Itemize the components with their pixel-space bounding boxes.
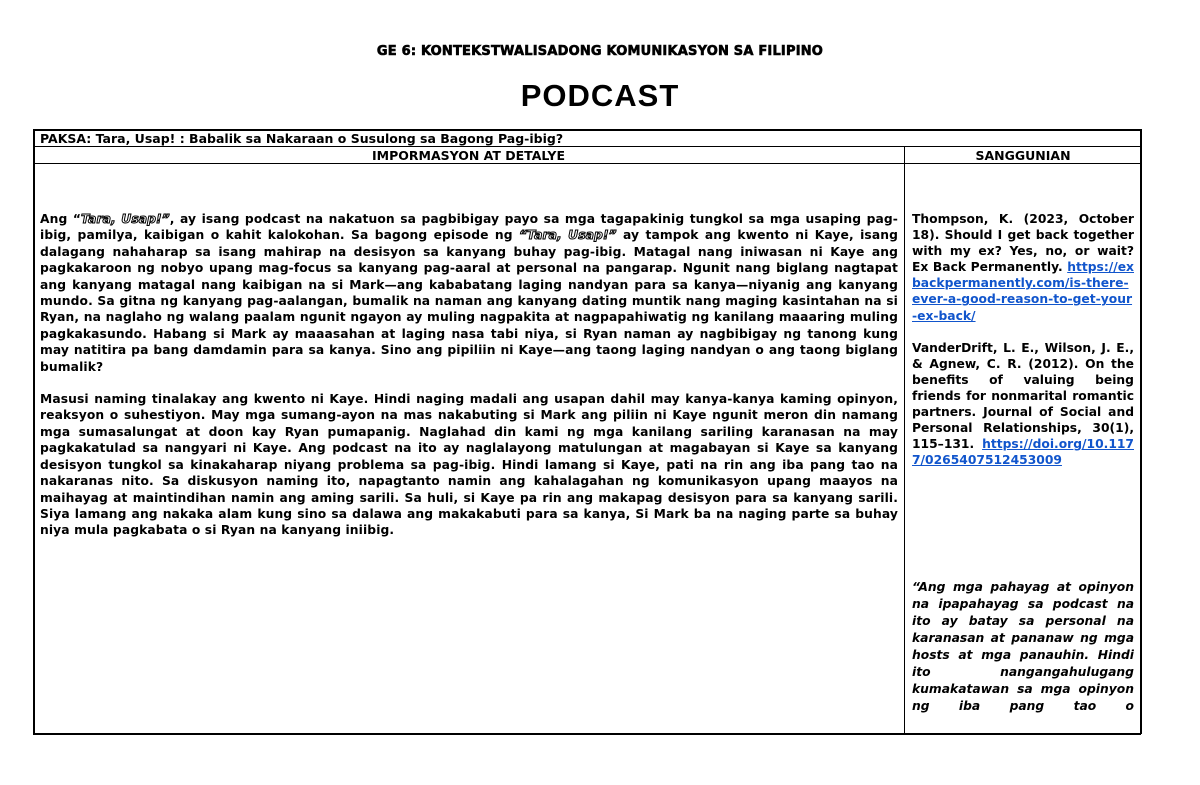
- topic-row: PAKSA: Tara, Usap! : Babalik sa Nakaraan o Susulong sa Bagong Pag-ibig?: [40, 131, 564, 146]
- show-name: “Tara, Usap!”: [519, 228, 617, 243]
- table-rule-header: [33, 163, 1141, 164]
- reference-text: VanderDrift, L. E., Wilson, J. E., & Agnew, C. R. (2012). On the benefits of valuing being friends for nonmarital romantic partners. Journal of Social and Personal Relationships, 30(1), 115–131.: [912, 340, 1134, 452]
- reference-text: Thompson, K. (2023, October 18). Should I get back together with my ex? Yes, no, or wait? Ex Back Permanently.: [912, 212, 1134, 275]
- table-column-divider: [904, 146, 905, 734]
- text-span: , ay isang podcast na nakatuon sa pagbibigay payo sa mga tagapakinig tungkol sa mga usaping pag-ibig, pamilya, kaibigan o kahit kalokohan. Sa bagong episode ng: [40, 212, 898, 243]
- course-title: GE 6: KONTEKSTWALISADONG KOMUNIKASYON SA FILIPINO: [376, 44, 824, 59]
- paragraph-1: [40, 211, 898, 375]
- references-list: [912, 211, 1134, 468]
- reference-link[interactable]: https://doi.org/10.1177/0265407512453009: [912, 437, 1134, 468]
- paragraph-2: Masusi naming tinalakay ang kwento ni Kaye. Hindi naging madali ang usapan dahil may kanya-kanya kaming opinyon, reaksyon o suhestiyon. May mga sumang-ayon na mas nakabuting si Mark ang piliin ni Kaye ngunit meron din namang mga sumasalungat at doon kay Ryan pumapanig. Naglahad din kami ng mga kanilang sariling karanasan na may pagkakatulad sa nangyari ni Kaye. Ang podcast na ito ay naglalayong matulungan at magabayan si Kaye sa kanyang desisyon tungkol sa kinakaharap niyang problema sa pag-ibig. Hindi lamang si Kaye, pati na rin ang iba pang tao na nakaranas nito. Sa diskusyon naming ito, napagtanto namin ang kahalagahan ng komunikasyon upang maayos na maihayag at maintindihan namin ang aming sarili. Sa huli, si Kaye pa rin ang makapag desisyon para sa kanyang sarili. Siya lamang ang nakaka alam kung sino sa dalawa ang makakabuti para sa kanya, Si Mark ba na naging parte sa buhay niya mula pagkabata o si Ryan na kanyang iniibig.: [40, 392, 898, 538]
- table-border-right: [1140, 129, 1142, 734]
- text-span: Ang “: [40, 212, 82, 226]
- document-title: PODCAST: [520, 78, 680, 113]
- reference-link[interactable]: https://exbackpermanently.com/is-there-ever-a-good-reason-to-get-your-ex-back/: [912, 260, 1134, 323]
- table-border-left: [33, 129, 35, 734]
- column-header-info: IMPORMASYON AT DETALYE: [372, 148, 565, 163]
- reference-item: [912, 211, 1134, 324]
- info-text: [40, 211, 898, 539]
- column-header-references: SANGGUNIAN: [975, 148, 1071, 163]
- table-rule-topic: [33, 146, 1141, 147]
- reference-item: [912, 340, 1134, 469]
- disclaimer-text: “Ang mga pahayag at opinyon na ipapahayag sa podcast na ito ay batay sa personal na karanasan at pananaw ng mga hosts at mga panauhin. Hindi ito nangangahulugang kumakatawan sa mga opinyon ng iba pang tao o: [912, 580, 1134, 713]
- show-name: Tara, Usap!”: [81, 212, 170, 226]
- text-span: ay tampok ang kwento ni Kaye, isang dalagang nahaharap sa isang mahirap na desisyon sa kanyang buhay pag-ibig. Matagal nang iniwasan ni Kaye ang pagkakaroon ng nobyo upang mag-focus sa kanyang pag-aaral at personal na pangarap. Ngunit nang biglang nagtapat ang kanyang matagal nang kaibigan na si Mark—ang kababatang laging nandyan para sa kanya—niyanig ang kanyang mundo. Sa gitna ng kanyang pag-aalangan, bumalik na naman ang kanyang dating muntik nang maging kasintahan na si Ryan, na naglaho ng walang paalam ngunit ngayon ay muling nagpakita at nagpapahiwatig ng kanilang maaaring muling pagkakasundo. Habang si Mark ay maaasahan at laging nasa tabi niya, si Ryan naman ay nagbibigay ng tanong kung may natitira pa bang damdamin para sa kanya. Sino ang pipiliin ni Kaye—ang taong laging nandyan o ang taong biglang bumalik?: [40, 228, 898, 374]
